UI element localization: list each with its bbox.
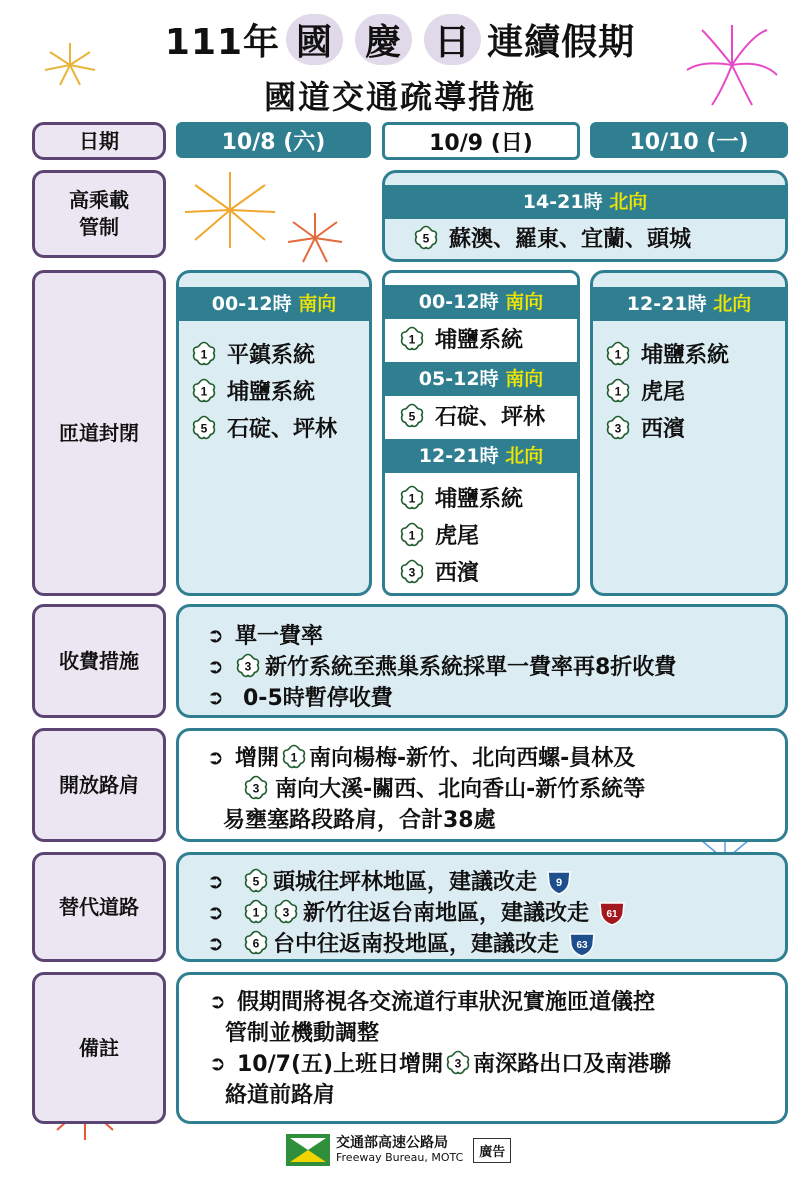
ramp-item: 5 石碇、坪林 [191, 409, 369, 446]
label-shoulder: 開放路肩 [32, 728, 166, 842]
ramp-item: 3 西濱 [605, 409, 785, 446]
shoulder-panel [176, 728, 788, 842]
hov-item [385, 219, 785, 256]
freeway-1-icon [605, 341, 631, 367]
toll-item: ➲ 3 新竹系統至燕巢系統採單一費率再8折收費 [207, 653, 677, 680]
svg-text:3: 3 [614, 421, 622, 435]
label-hov-line2: 管制 [79, 215, 119, 239]
freeway-3-icon [399, 559, 425, 585]
freeway-1-icon [191, 378, 217, 404]
ramp-col-oct10 [590, 270, 788, 596]
freeway-3-icon [273, 899, 299, 925]
svg-text:1: 1 [408, 332, 416, 346]
highway-63-shield-icon [567, 929, 597, 957]
ad-label: 廣告 [473, 1138, 511, 1163]
footer [286, 1134, 511, 1166]
freeway-3-icon [235, 653, 261, 679]
toll-item: ➲ 單一費率 [207, 622, 324, 649]
svg-text:3: 3 [252, 781, 260, 795]
firework-icon [285, 210, 345, 265]
label-hov-line1: 高乘載 [69, 188, 129, 212]
alt-item: ➲ 5 頭城往坪林地區，建議改走 9 [207, 865, 785, 896]
ramp-col-oct8 [176, 270, 372, 596]
shoulder-item: 3 南向大溪-關西、北向香山-新竹系統等 [207, 772, 785, 803]
svg-text:3: 3 [282, 905, 290, 919]
svg-text:9: 9 [555, 876, 563, 889]
arrow-right-icon: ➲ [207, 744, 224, 769]
firework-icon [682, 20, 782, 110]
freeway-5-icon [413, 225, 439, 251]
svg-text:3: 3 [244, 659, 252, 673]
freeway-1-icon [605, 378, 631, 404]
arrow-right-icon: ➲ [207, 684, 224, 709]
ramp-col2b-time: 05-12時 南向 [385, 362, 577, 396]
arrow-right-icon: ➲ [209, 1050, 226, 1075]
svg-text:5: 5 [200, 421, 208, 435]
svg-text:5: 5 [408, 409, 416, 423]
highway-9-shield-icon [545, 867, 573, 895]
label-hov [32, 170, 166, 258]
hov-text: 蘇澳、羅東、宜蘭、頭城 [449, 227, 692, 252]
freeway-1-icon [399, 326, 425, 352]
label-alt: 替代道路 [32, 852, 166, 962]
ramp-col2c-time: 12-21時 北向 [385, 439, 577, 473]
ramp-item: 1 埔鹽系統 [399, 479, 577, 516]
page-subtitle: 國道交通疏導措施 [263, 78, 536, 116]
freeway-5-icon [243, 868, 269, 894]
note-item-cont: 管制並機動調整 [225, 1021, 380, 1046]
alt-item: ➲ 6 台中往返南投地區，建議改走 63 [207, 927, 785, 958]
date-oct-10: 10/10 (一) [590, 122, 788, 158]
freeway-1-icon [243, 899, 269, 925]
svg-text:5: 5 [422, 231, 430, 245]
toll-panel [176, 604, 788, 718]
ramp-item: 1 平鎮系統 [191, 335, 369, 372]
date-oct-9: 10/9 (日) [382, 122, 580, 160]
ramp-item: 1 埔鹽系統 [605, 335, 785, 372]
note-item: ➲ 10/7(五)上班日增開 3 南深路出口及南港聯 [209, 1050, 672, 1077]
svg-text:5: 5 [252, 874, 260, 888]
shoulder-item: 易壅塞路段路肩，合計38處 [223, 808, 496, 833]
date-oct-8: 10/8 (六) [176, 122, 371, 158]
arrow-right-icon: ➲ [207, 653, 224, 678]
arrow-right-icon: ➲ [207, 868, 224, 893]
freeway-3-icon [605, 415, 631, 441]
svg-text:3: 3 [454, 1056, 462, 1070]
svg-text:1: 1 [200, 347, 208, 361]
svg-text:1: 1 [252, 905, 260, 919]
freeway-3-icon [445, 1050, 471, 1076]
page-title: 111年 國 慶 日 連續假期 [0, 14, 800, 65]
freeway-1-icon [399, 522, 425, 548]
ramp-item: 5 石碇、坪林 [399, 397, 577, 434]
note-panel [176, 972, 788, 1124]
svg-text:63: 63 [576, 939, 588, 951]
freeway-5-icon [399, 403, 425, 429]
toll-item: ➲ 0-5時暫停收費 [207, 684, 393, 711]
firework-icon [180, 170, 280, 250]
freeway-5-icon [191, 415, 217, 441]
note-item-cont: 絡道前路肩 [225, 1083, 336, 1108]
ramp-col2a-time: 00-12時 南向 [385, 285, 577, 319]
arrow-right-icon: ➲ [207, 899, 224, 924]
svg-text:1: 1 [408, 528, 416, 542]
freeway-1-icon [281, 744, 307, 770]
shoulder-item: ➲ 增開 1 南向楊梅-新竹、北向西螺-員林及 [207, 744, 636, 771]
freeway-1-icon [399, 485, 425, 511]
svg-text:61: 61 [606, 908, 618, 920]
agency-name-en: Freeway Bureau, MOTC [336, 1150, 464, 1164]
label-ramp: 匝道封閉 [32, 270, 166, 596]
svg-text:1: 1 [614, 384, 622, 398]
ramp-item: 1 虎尾 [605, 372, 785, 409]
ramp-item: 1 埔鹽系統 [399, 320, 577, 357]
alt-item: ➲ 1 3 新竹往返台南地區，建議改走 61 [207, 896, 785, 927]
arrow-right-icon: ➲ [207, 930, 224, 955]
freeway-3-icon [243, 775, 269, 801]
svg-text:6: 6 [252, 936, 260, 950]
alt-panel [176, 852, 788, 962]
svg-text:1: 1 [614, 347, 622, 361]
label-note: 備註 [32, 972, 166, 1124]
arrow-right-icon: ➲ [209, 988, 226, 1013]
svg-text:1: 1 [200, 384, 208, 398]
freeway-1-icon [191, 341, 217, 367]
svg-text:1: 1 [408, 491, 416, 505]
ramp-item: 1 虎尾 [399, 516, 577, 553]
freeway-6-icon [243, 930, 269, 956]
label-date: 日期 [32, 122, 166, 160]
svg-text:3: 3 [408, 565, 416, 579]
ramp-col3-time: 12-21時 北向 [593, 287, 785, 321]
ramp-col1-time: 00-12時 南向 [179, 287, 369, 321]
ramp-item: 3 西濱 [399, 553, 577, 590]
arrow-right-icon: ➲ [207, 622, 224, 647]
highway-61-shield-icon [597, 898, 627, 926]
hov-time-bar: 14-21時 北向 [385, 185, 785, 219]
svg-text:1: 1 [290, 750, 298, 764]
label-toll: 收費措施 [32, 604, 166, 718]
hov-panel [382, 170, 788, 262]
freeway-bureau-logo-icon [286, 1134, 330, 1166]
ramp-item: 1 埔鹽系統 [191, 372, 369, 409]
ramp-col-oct9 [382, 270, 580, 596]
note-item: ➲ 假期間將視各交流道行車狀況實施匝道儀控 [209, 988, 656, 1015]
firework-icon [40, 40, 100, 90]
agency-name-zh: 交通部高速公路局 [336, 1135, 448, 1152]
